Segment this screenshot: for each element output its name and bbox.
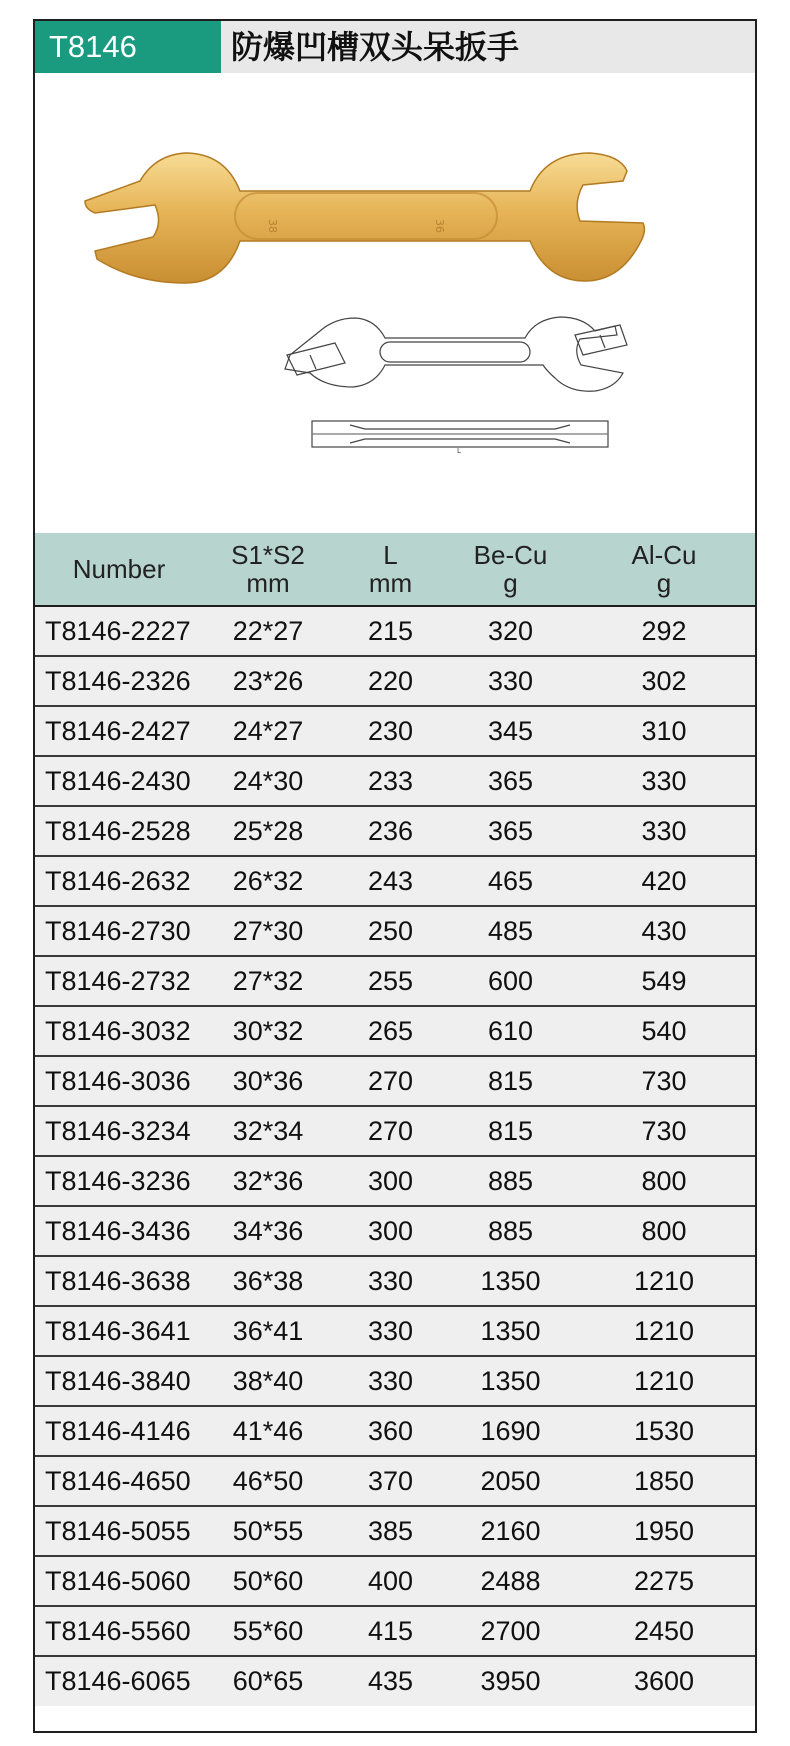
table-row [35,1406,755,1456]
table-cell: 365 [448,756,573,806]
table-cell: 22*27 [203,606,333,656]
table-cell: 600 [448,956,573,1006]
table-cell: T8146-2430 [35,756,203,806]
table-cell: T8146-3234 [35,1106,203,1156]
table-cell: 330 [573,806,755,856]
table-cell: 1530 [573,1406,755,1456]
column-header: S1*S2 mm [203,533,333,606]
table-cell: 2450 [573,1606,755,1656]
table-cell: 236 [333,806,448,856]
wrench-illustrations [35,73,755,501]
table-cell: 385 [333,1506,448,1556]
table-cell: 430 [573,906,755,956]
spec-table-body [35,606,755,1706]
table-cell: 730 [573,1106,755,1156]
table-cell: 3600 [573,1656,755,1706]
table-row [35,606,755,656]
svg-text:L: L [457,447,461,455]
table-cell: 540 [573,1006,755,1056]
table-cell: T8146-3641 [35,1306,203,1356]
table-cell: 27*32 [203,956,333,1006]
table-cell: 1210 [573,1306,755,1356]
table-cell: 300 [333,1156,448,1206]
table-cell: 30*36 [203,1056,333,1106]
table-cell: 292 [573,606,755,656]
table-cell: 41*46 [203,1406,333,1456]
table-cell: 24*27 [203,706,333,756]
table-cell: T8146-2730 [35,906,203,956]
table-cell: 3950 [448,1656,573,1706]
table-row [35,906,755,956]
table-row [35,706,755,756]
table-cell: 1210 [573,1256,755,1306]
table-row [35,856,755,906]
table-cell: 330 [448,656,573,706]
table-cell: T8146-4146 [35,1406,203,1456]
table-cell: 815 [448,1056,573,1106]
table-cell: 800 [573,1156,755,1206]
table-cell: T8146-3236 [35,1156,203,1206]
table-cell: 310 [573,706,755,756]
svg-text:38: 38 [266,219,279,233]
table-cell: 800 [573,1206,755,1256]
spec-table [35,533,755,1706]
double-open-end-wrench-photo [85,153,644,283]
table-row [35,1156,755,1206]
table-cell: 26*32 [203,856,333,906]
table-cell: 60*65 [203,1656,333,1706]
table-cell: 330 [333,1306,448,1356]
table-cell: 50*60 [203,1556,333,1606]
table-cell: T8146-2528 [35,806,203,856]
table-cell: T8146-2632 [35,856,203,906]
table-cell: 27*30 [203,906,333,956]
table-cell: 330 [333,1256,448,1306]
table-cell: 23*26 [203,656,333,706]
table-cell: 302 [573,656,755,706]
table-cell: 360 [333,1406,448,1456]
table-cell: 270 [333,1106,448,1156]
table-cell: T8146-2326 [35,656,203,706]
table-cell: 549 [573,956,755,1006]
table-cell: 230 [333,706,448,756]
table-cell: 36*38 [203,1256,333,1306]
column-header: L mm [333,533,448,606]
table-cell: 55*60 [203,1606,333,1656]
table-cell: 485 [448,906,573,956]
table-cell: T8146-4650 [35,1456,203,1506]
table-cell: 2275 [573,1556,755,1606]
table-cell: 25*28 [203,806,333,856]
table-row [35,1656,755,1706]
table-row [35,1506,755,1556]
table-cell: 885 [448,1156,573,1206]
table-cell: T8146-3036 [35,1056,203,1106]
table-cell: 1950 [573,1506,755,1556]
product-image-area [35,73,755,553]
table-row [35,1606,755,1656]
svg-text:36: 36 [433,219,446,233]
table-row [35,1306,755,1356]
table-cell: 265 [333,1006,448,1056]
table-cell: 435 [333,1656,448,1706]
table-cell: 1210 [573,1356,755,1406]
table-cell: 610 [448,1006,573,1056]
table-cell: T8146-2227 [35,606,203,656]
table-cell: 420 [573,856,755,906]
table-cell: T8146-3436 [35,1206,203,1256]
table-row [35,1456,755,1506]
table-cell: T8146-3032 [35,1006,203,1056]
column-header: Al-Cu g [573,533,755,606]
table-cell: 2050 [448,1456,573,1506]
table-cell: 243 [333,856,448,906]
table-header-row [35,533,755,606]
table-cell: 330 [573,756,755,806]
table-cell: T8146-2732 [35,956,203,1006]
table-cell: 2488 [448,1556,573,1606]
table-cell: 415 [333,1606,448,1656]
table-row [35,1206,755,1256]
table-cell: 730 [573,1056,755,1106]
table-cell: 330 [333,1356,448,1406]
table-cell: 1850 [573,1456,755,1506]
table-cell: 255 [333,956,448,1006]
table-cell: T8146-3638 [35,1256,203,1306]
table-cell: 32*34 [203,1106,333,1156]
table-row [35,1356,755,1406]
table-cell: T8146-5060 [35,1556,203,1606]
table-cell: 465 [448,856,573,906]
table-cell: T8146-6065 [35,1656,203,1706]
table-cell: 215 [333,606,448,656]
table-row [35,1106,755,1156]
table-cell: 233 [333,756,448,806]
table-cell: 1350 [448,1256,573,1306]
table-cell: 36*41 [203,1306,333,1356]
table-cell: 1350 [448,1306,573,1356]
table-cell: 46*50 [203,1456,333,1506]
product-title: 防爆凹槽双头呆扳手 [231,28,520,66]
product-code: T8146 [35,21,221,73]
table-cell: 1350 [448,1356,573,1406]
table-cell: T8146-5055 [35,1506,203,1556]
table-cell: 345 [448,706,573,756]
table-cell: 885 [448,1206,573,1256]
table-row [35,1256,755,1306]
table-cell: 320 [448,606,573,656]
table-cell: 32*36 [203,1156,333,1206]
table-cell: T8146-2427 [35,706,203,756]
table-cell: 38*40 [203,1356,333,1406]
table-row [35,1006,755,1056]
column-header: Be-Cu g [448,533,573,606]
table-cell: 300 [333,1206,448,1256]
table-row [35,1556,755,1606]
column-header: Number [35,533,203,606]
table-row [35,806,755,856]
header-bar [35,21,755,73]
product-card [33,19,757,1733]
table-cell: 1690 [448,1406,573,1456]
table-cell: 370 [333,1456,448,1506]
wrench-technical-drawing [285,317,627,455]
table-row [35,1056,755,1106]
table-cell: 2700 [448,1606,573,1656]
table-row [35,956,755,1006]
table-cell: 270 [333,1056,448,1106]
table-row [35,656,755,706]
table-cell: 815 [448,1106,573,1156]
table-cell: 400 [333,1556,448,1606]
table-cell: T8146-3840 [35,1356,203,1406]
table-cell: 220 [333,656,448,706]
table-row [35,756,755,806]
table-cell: 365 [448,806,573,856]
table-cell: 250 [333,906,448,956]
table-cell: 34*36 [203,1206,333,1256]
table-cell: 50*55 [203,1506,333,1556]
table-cell: 24*30 [203,756,333,806]
table-cell: 2160 [448,1506,573,1556]
table-cell: 30*32 [203,1006,333,1056]
table-cell: T8146-5560 [35,1606,203,1656]
